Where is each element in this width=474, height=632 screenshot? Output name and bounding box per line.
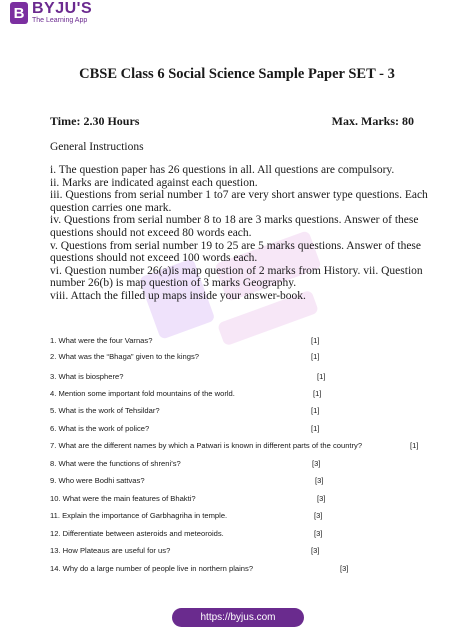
question-text: 4. Mention some important fold mountains of the world. [50,389,235,398]
question-marks: [3] [311,546,320,555]
instruction-item: iv. Questions from serial number 8 to 18 are 3 marks questions. Answer of these questions should not exceed 80 words each. [50,214,419,239]
logo-name: BYJU'S [32,0,93,17]
question-marks: [3] [314,529,323,538]
instruction-item: vi. Question number 26(a)is map question of 2 marks from History. vii. Question number 26(b) is map question of 3 marks Geography. [50,264,423,290]
question-marks: [1] [311,352,320,361]
question-text: 8. What were the functions of shreni’s? [50,459,181,468]
logo-tagline: The Learning App [32,17,88,24]
question-marks: [1] [311,424,320,433]
question-marks: [3] [312,459,321,468]
question-marks: [1] [410,441,419,450]
instruction-item: viii. Attach the filled up maps inside your answer-book. [50,289,306,302]
question-marks: [1] [311,406,320,415]
question-text: 10. What were the main features of Bhakti? [50,494,196,503]
question-text: 11. Explain the importance of Garbhagriha in temple. [50,511,228,520]
question-marks: [3] [315,476,324,485]
instruction-item: iii. Questions from serial number 1 to7 are very short answer type questions. Each question carries one mark. [50,189,428,214]
question-text: 9. Who were Bodhi sattvas? [50,476,145,485]
question-text: 3. What is biosphere? [50,372,124,381]
question-text: 2. What was the “Bhaga” given to the kings? [50,352,200,361]
question-marks: [3] [314,511,323,520]
max-marks: Max. Marks: 80 [331,114,414,128]
instruction-item: v. Questions from serial number 19 to 25 are 5 marks questions. Answer of these questions should not exceed 100 words each. [50,239,422,265]
byjus-logo [10,0,110,34]
footer-url-link[interactable]: https://byjus.com [172,608,304,627]
page-title: CBSE Class 6 Social Science Sample Paper SET - 3 [79,66,395,82]
question-text: 7. What are the different names by which a Patwari is known in different parts of the country? [50,441,363,450]
question-text: 1. What were the four Varnas? [50,336,153,345]
question-marks: [1] [313,389,322,398]
instructions-list [50,164,430,303]
instructions-heading: General Instructions [50,141,144,153]
question-text: 12. Differentiate between asteroids and meteoroids. [50,529,224,538]
question-marks: [3] [317,494,326,503]
question-text: 14. Why do a large number of people live in northern plains? [50,564,254,573]
question-marks: [1] [311,336,320,345]
instruction-item: ii. Marks are indicated against each question. [50,176,258,189]
question-text: 13. How Plateaus are useful for us? [50,546,171,555]
question-text: 6. What is the work of police? [50,424,150,433]
instruction-item: i. The question paper has 26 questions in all. All questions are compulsory. [50,164,395,176]
question-marks: [3] [340,564,349,573]
logo-mark-icon: B [10,2,28,24]
time-allowed: Time: 2.30 Hours [50,114,140,128]
question-text: 5. What is the work of Tehsildar? [50,406,160,415]
question-marks: [1] [317,372,326,381]
